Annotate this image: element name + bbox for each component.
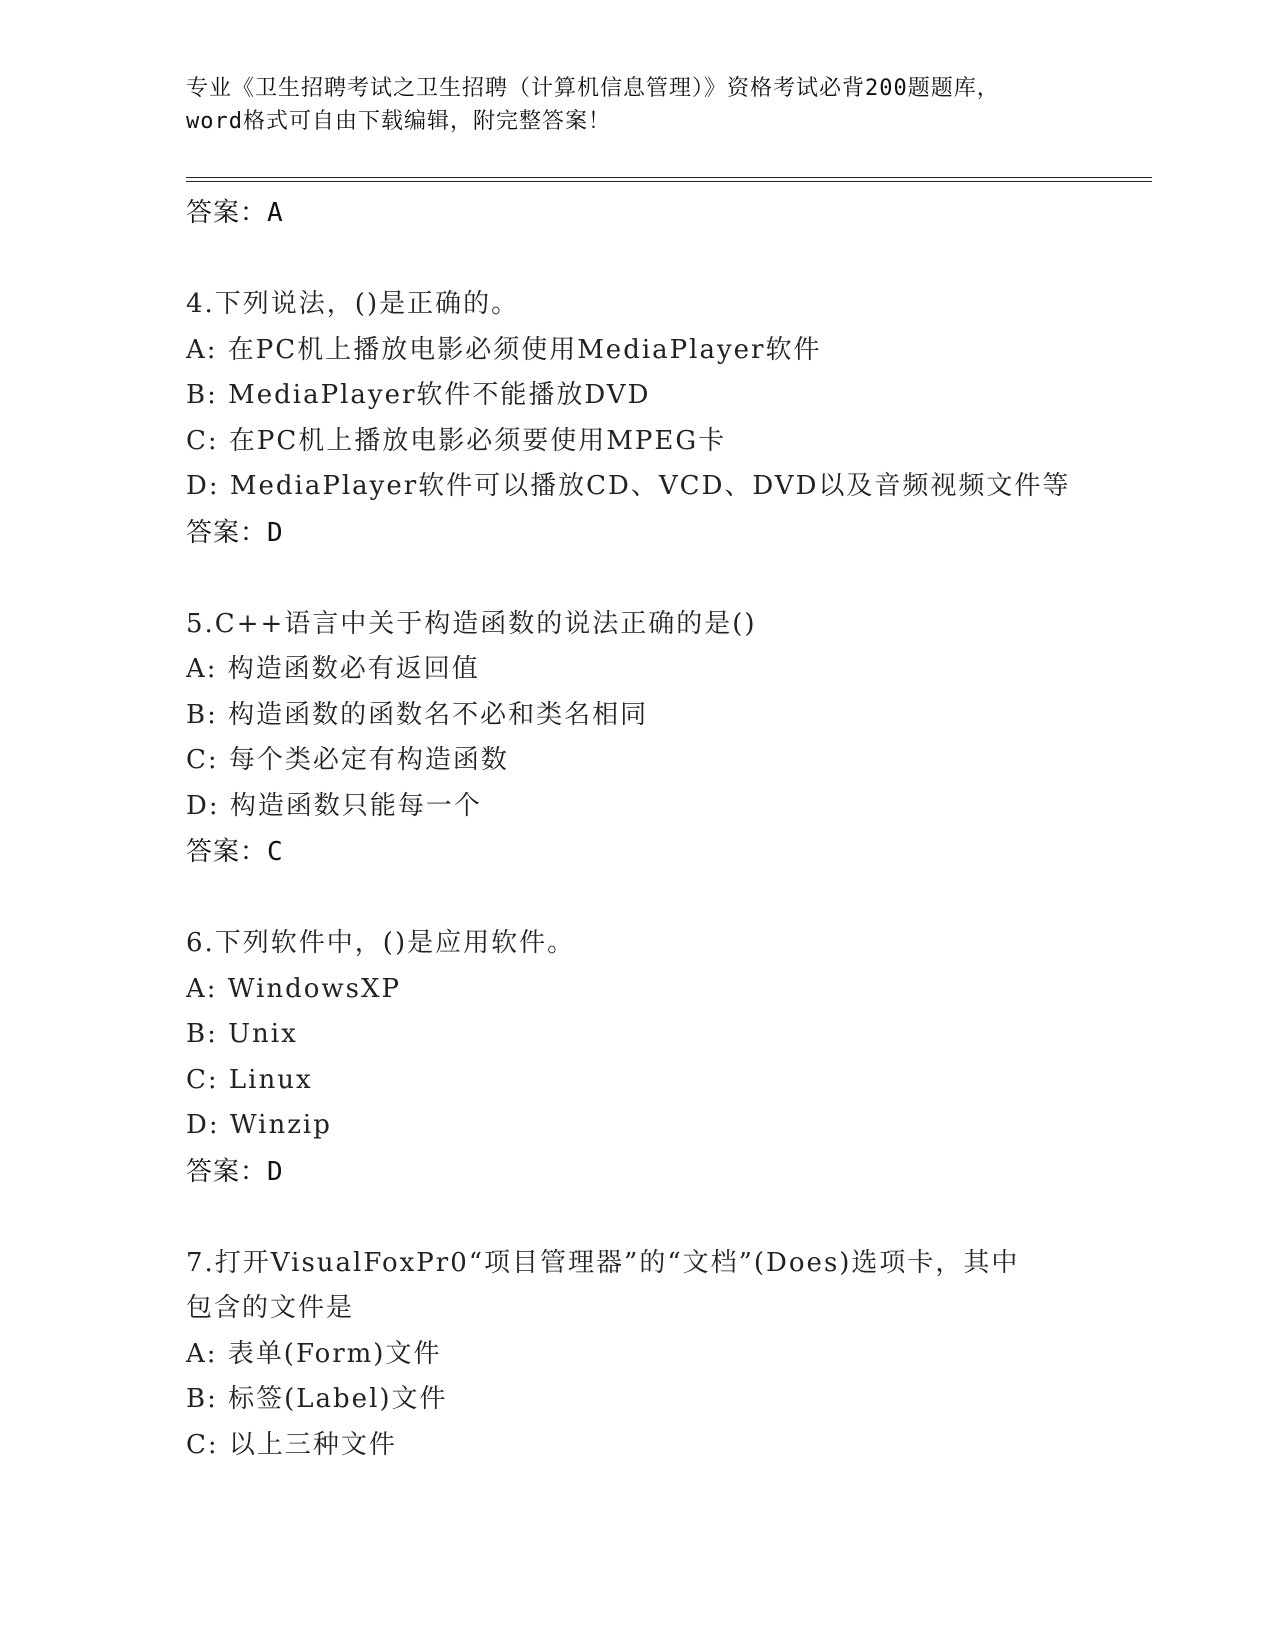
option-a: A: 构造函数必有返回值: [186, 654, 480, 684]
question-stem: 4.下列说法，()是正确的。: [186, 289, 520, 319]
option-a: A: 在PC机上播放电影必须使用MediaPlayer软件: [186, 334, 822, 365]
question-6: [186, 921, 1086, 1195]
option-a: A: WindowsXP: [186, 973, 402, 1004]
answer: 答案：D: [186, 517, 284, 548]
spacer: [186, 875, 1086, 921]
question-stem-continued: 包含的文件是: [186, 1293, 355, 1323]
option-b: B: MediaPlayer软件不能播放DVD: [186, 380, 651, 410]
spacer: [186, 556, 1086, 602]
question-5: [186, 602, 1086, 876]
option-c: C: 以上三种文件: [186, 1429, 397, 1460]
option-b: B: 标签(Label)文件: [186, 1384, 448, 1414]
header-line-1: 专业《卫生招聘考试之卫生招聘（计算机信息管理）》资格考试必背200题题库，: [186, 76, 1000, 101]
option-b: B: 构造函数的函数名不必和类名相同: [186, 699, 649, 730]
option-c: C: 在PC机上播放电影必须要使用MPEG卡: [186, 425, 727, 456]
spacer: [186, 1195, 1086, 1241]
header-line-2: word格式可自由下载编辑，附完整答案！: [186, 109, 611, 134]
question-4: [186, 282, 1086, 556]
header-divider: [186, 177, 1152, 182]
document-header: [186, 72, 1086, 138]
option-d: D: MediaPlayer软件可以播放CD、VCD、DVD以及音频视频文件等: [186, 471, 1071, 501]
option-a: A: 表单(Form)文件: [186, 1338, 442, 1369]
question-stem: 6.下列软件中，()是应用软件。: [186, 928, 576, 958]
answer: 答案：D: [186, 1156, 284, 1187]
question-7: [186, 1241, 1086, 1469]
answer-previous: 答案：A: [186, 198, 284, 228]
question-stem: 5.C++语言中关于构造函数的说法正确的是(): [186, 608, 757, 639]
option-d: D: Winzip: [186, 1110, 332, 1140]
question-stem: 7.打开VisualFoxPr0“项目管理器”的“文档”(Does)选项卡，其中: [186, 1247, 1020, 1278]
option-d: D: 构造函数只能每一个: [186, 790, 482, 821]
option-b: B: Unix: [186, 1019, 298, 1049]
question-list: [186, 190, 1086, 1468]
option-c: C: Linux: [186, 1064, 313, 1095]
answer: 答案：C: [186, 837, 284, 867]
option-c: C: 每个类必定有构造函数: [186, 745, 509, 775]
spacer: [186, 236, 1086, 282]
